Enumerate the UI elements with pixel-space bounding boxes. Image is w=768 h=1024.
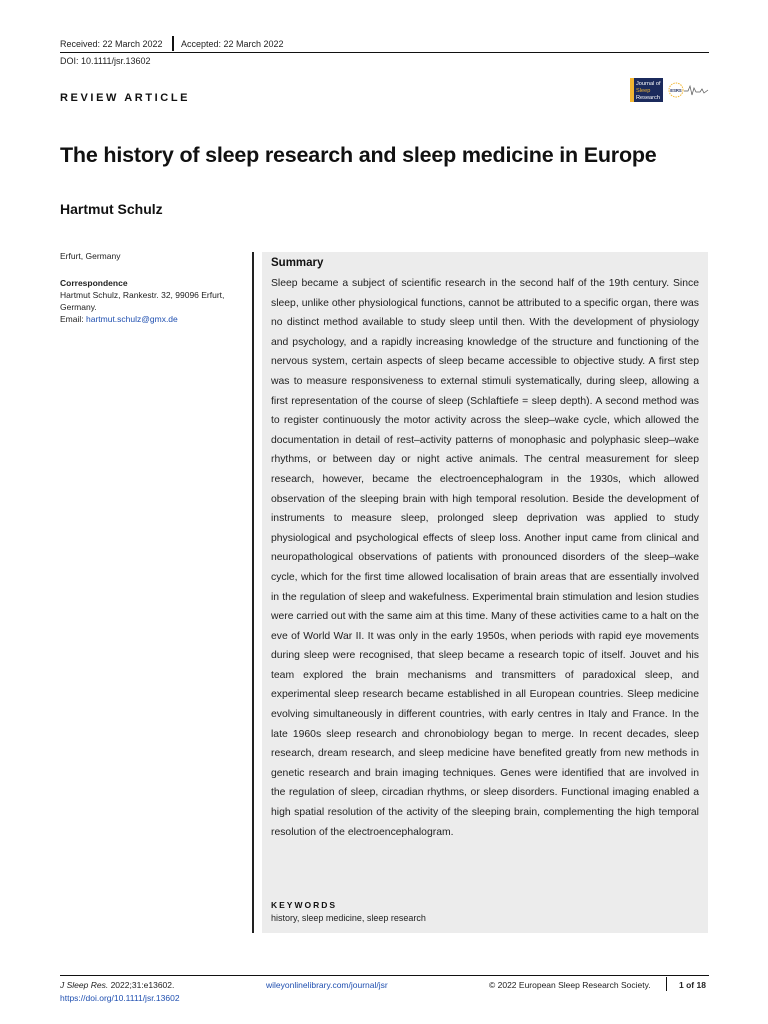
esrs-badge: ESRS xyxy=(670,88,682,93)
journal-site-link[interactable]: wileyonlinelibrary.com/journal/jsr xyxy=(266,980,388,990)
journal-citation xyxy=(60,980,174,990)
correspondence-address: Hartmut Schulz, Rankestr. 32, 99096 Erfurt, Germany. xyxy=(60,290,225,312)
footer-rule xyxy=(60,975,709,976)
keywords-heading: KEYWORDS xyxy=(271,900,338,910)
received-date: Received: 22 March 2022 xyxy=(60,39,163,49)
journal-logo xyxy=(630,78,710,102)
footer-divider xyxy=(666,977,667,991)
header-doi: DOI: 10.1111/jsr.13602 xyxy=(60,56,151,66)
email-label: Email: xyxy=(60,314,86,324)
journal-abbrev: J Sleep Res. xyxy=(60,980,109,990)
accepted-date: Accepted: 22 March 2022 xyxy=(181,39,284,49)
article-type: REVIEW ARTICLE xyxy=(60,92,191,104)
email-link[interactable]: hartmut.schulz@gmx.de xyxy=(85,314,178,324)
summary-text: Sleep became a subject of scientific research in the second half of the 19th century. Since sleep, unlike other physiological functions, cannot be attributed to a specific organ, there was no distinct method available to study sleep until then. With the development of physiology and psychology, and a rapidly increasing knowledge of the structure and functioning of the nervous system, certain aspects of sleep became accessible to objective study. A first step was to measure responsiveness to external stimuli systematically, during sleep, allowing a first representation of the course of sleep (Schlaftiefe = sleep depth). A second method was to register continuously the motor activity across the sleep–wake cycle, which allowed the documentation in detail of rest–activity patterns of monophasic and polyphasic sleep–wake rhythms, or between day or night active animals. The central measurement for sleep research, however, became the electroencephalogram in the 1930s, which allowed observation of the sleeping brain with high temporal resolution. Beside the development of instruments to measure sleep, prolonged sleep deprivation was applied to study physiological and psychological effects of sleep loss. Another input came from clinical and neuropathological observations of patients with pronounced disorders of the sleep–wake cycle, which for the first time allowed localisation of brain areas that are essentially involved in the regulation of sleep and wakefulness. Experimental brain stimulation and lesion studies were carried out with the same aim at this time. Many of these activities came to a halt on the eve of World War II. It was only in the early 1950s, when periods with rapid eye movements during sleep were recognised, that sleep became a research topic of itself. Jouvet and his team explored the brain mechanisms and transmitters of paradoxical sleep, and experimental sleep research became established in all European countries. Sleep medicine evolving simultaneously in different countries, with early centres in Italy and France. In the late 1960s sleep research and chronobiology began to merge. In recent decades, sleep research, dream research, and sleep medicine have benefited greatly from new methods in genetic research and brain imaging techniques. Genes were identified that are involved in the regulation of sleep, circadian rhythms, or sleep disorders. Functional imaging enabled a high spatial resolution of the activity of the sleeping brain, complementing the high temporal resolution of the electroencephalogram. xyxy=(271,278,699,838)
footer-doi-link[interactable]: https://doi.org/10.1111/jsr.13602 xyxy=(60,993,180,1003)
page-number: 1 of 18 xyxy=(679,980,706,990)
article-title: The history of sleep research and sleep medicine in Europe xyxy=(60,143,657,167)
keywords-text: history, sleep medicine, sleep research xyxy=(271,913,426,923)
header-divider xyxy=(172,36,174,51)
citation-numbers: 2022;31:e13602. xyxy=(108,980,175,990)
logo-line-2: Sleep xyxy=(636,88,651,94)
correspondence-label: Correspondence xyxy=(60,278,128,288)
eeg-wave-icon xyxy=(684,86,708,95)
logo-line-3: Research xyxy=(636,95,660,101)
correspondence-email-line xyxy=(60,313,240,325)
copyright-notice: © 2022 European Sleep Research Society. xyxy=(489,980,651,990)
correspondence-block xyxy=(60,277,240,325)
header-rule xyxy=(60,52,709,53)
abstract-accent-bar xyxy=(252,252,254,933)
summary-heading: Summary xyxy=(271,257,324,269)
affiliation: Erfurt, Germany xyxy=(60,251,121,261)
author-name: Hartmut Schulz xyxy=(60,201,163,217)
logo-line-1: Journal of xyxy=(636,81,661,87)
